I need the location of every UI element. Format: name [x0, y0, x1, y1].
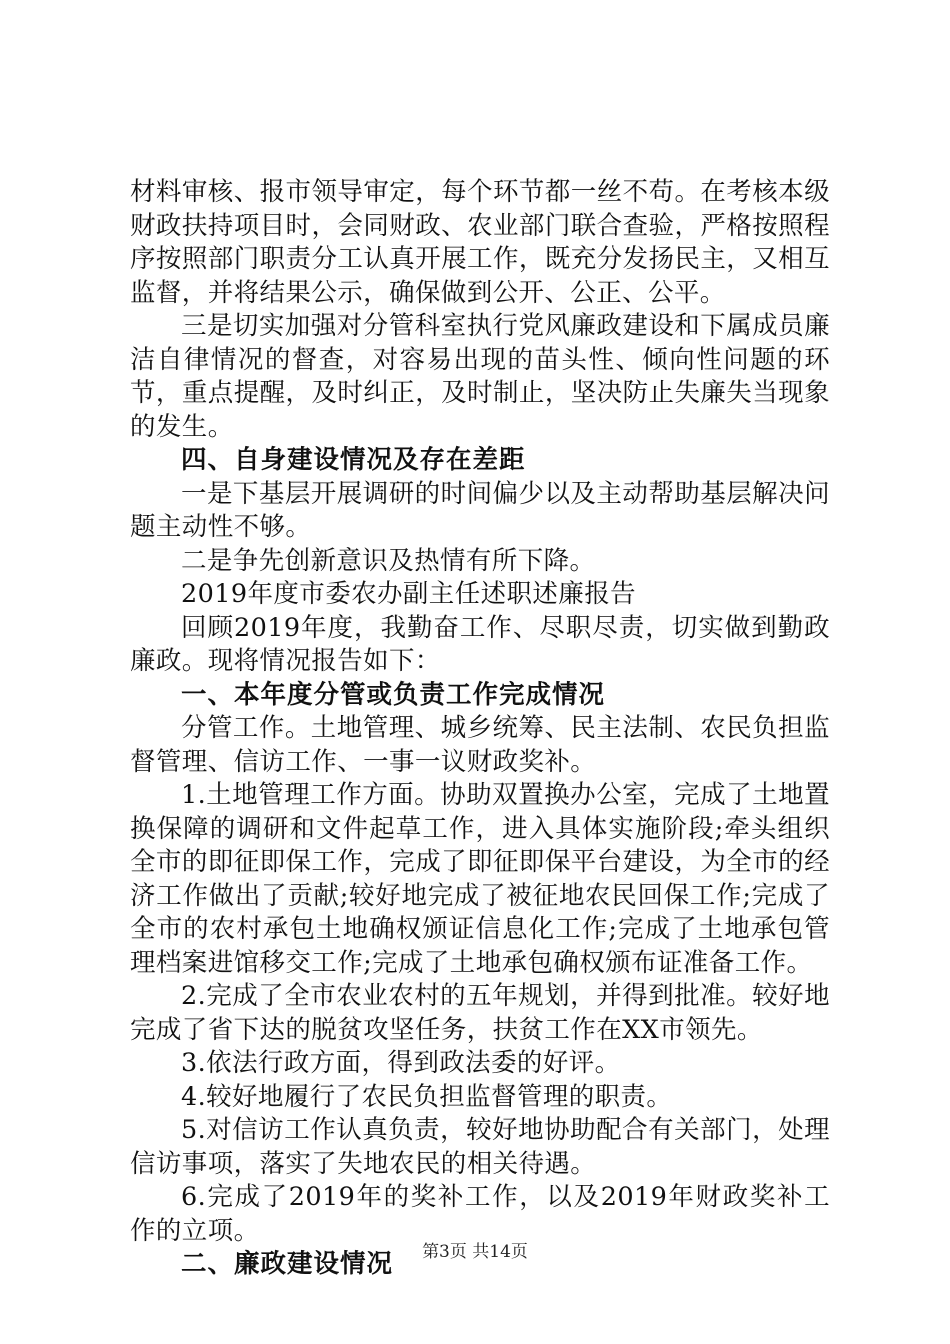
section-heading: 一、本年度分管或负责工作完成情况	[181, 679, 606, 710]
body-paragraph: 二是争先创新意识及热情有所下降。	[181, 545, 596, 576]
body-paragraph: 三是切实加强对分管科室执行党风廉政建设和下属成员廉洁自律情况的督查，对容易出现的苗头性、倾向性问题的环节，重点提醒，及时纠正，及时制止，坚决防止失廉失当现象的发生。	[130, 311, 830, 442]
body-paragraph: 回顾2019年度，我勤奋工作、尽职尽责，切实做到勤政廉政。现将情况报告如下：	[130, 612, 830, 676]
report-title: 2019年度市委农办副主任述职述廉报告	[181, 579, 636, 609]
body-paragraph: 分管工作。土地管理、城乡统筹、民主法制、农民负担监督管理、信访工作、一事一议财政奖补。	[130, 713, 830, 777]
document-body	[130, 176, 830, 1282]
body-paragraph: 材料审核、报市领导审定，每个环节都一丝不苟。在考核本级财政扶持项目时，会同财政、农业部门联合查验，严格按照程序按照部门职责分工认真开展工作，既充分发扬民主，又相互监督，并将结果公示，确保做到公开、公正、公平。	[130, 177, 830, 308]
section-heading: 二、廉政建设情况	[181, 1249, 394, 1279]
list-item: 2.完成了全市农业农村的五年规划，并得到批准。较好地完成了省下达的脱贫攻坚任务，扶贫工作在XX市领先。	[130, 981, 830, 1045]
list-item: 5.对信访工作认真负责，较好地协助配合有关部门，处理信访事项，落实了失地农民的相关待遇。	[130, 1115, 830, 1179]
list-item: 3.依法行政方面，得到政法委的好评。	[181, 1048, 621, 1078]
list-item: 4.较好地履行了农民负担监督管理的职责。	[181, 1081, 673, 1112]
section-heading: 四、自身建设情况及存在差距	[181, 445, 526, 475]
body-paragraph: 一是下基层开展调研的时间偏少以及主动帮助基层解决问题主动性不够。	[130, 478, 830, 542]
page-number-footer: 第3页 共14页	[422, 1242, 528, 1262]
list-item: 6.完成了2019年的奖补工作，以及2019年财政奖补工作的立项。	[130, 1182, 830, 1246]
list-item: 1.土地管理工作方面。协助双置换办公室，完成了土地置换保障的调研和文件起草工作，进入具体实施阶段;牵头组织全市的即征即保工作，完成了即征即保平台建设，为全市的经济工作做出了贡献;较好地完成了被征地农民回保工作;完成了全市的农村承包土地确权颁证信息化工作;完成了土地承包管理档案进馆移交工作;完成了土地承包确权颁布证准备工作。	[130, 780, 830, 978]
